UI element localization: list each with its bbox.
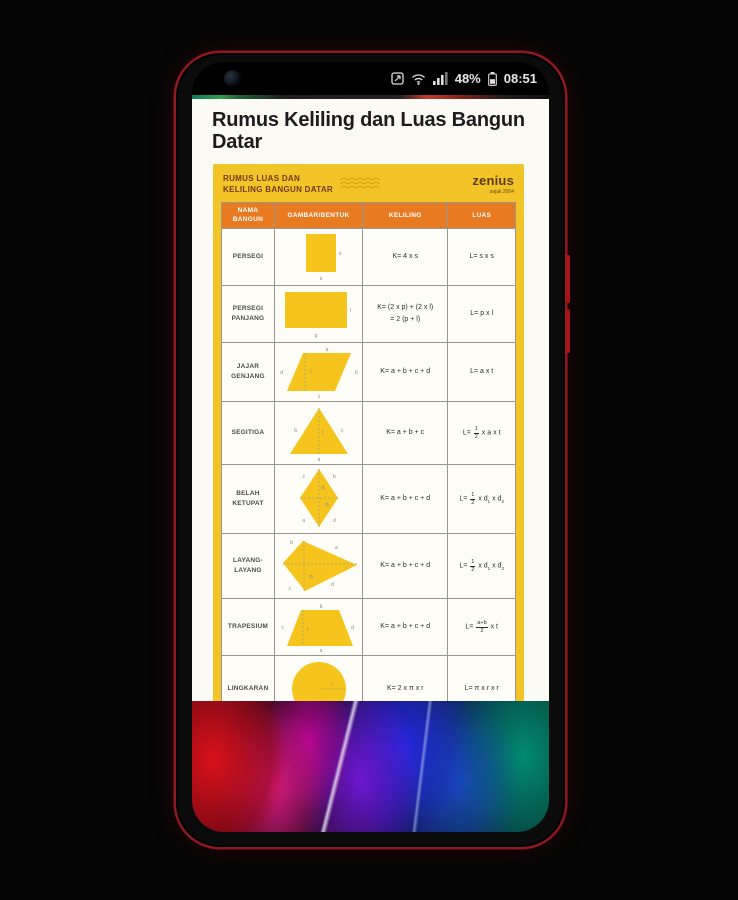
shape-name-cell: TRAPESIUM <box>222 599 275 656</box>
svg-text:s: s <box>338 251 341 258</box>
svg-text:a: a <box>325 347 329 354</box>
card-title <box>223 174 333 196</box>
luas-formula-cell: L= $\frac{1}{2}$ x a x t <box>448 402 516 465</box>
content-area <box>192 99 549 701</box>
fraction: $\frac{a+b}{2}$ <box>477 620 487 634</box>
svg-text:b: b <box>293 428 297 435</box>
svg-text:c: c <box>317 394 321 400</box>
svg-text:d₂: d₂ <box>308 574 314 581</box>
svg-text:b: b <box>332 474 336 481</box>
luas-formula-cell: L= s x s <box>448 229 516 286</box>
square-shape-icon <box>274 229 362 286</box>
front-camera <box>224 70 241 87</box>
keliling-formula-cell: K= a + b + c + d <box>363 465 448 534</box>
table-row <box>222 286 516 343</box>
svg-text:c: c <box>288 586 291 593</box>
svg-text:t: t <box>306 627 309 634</box>
volume-button[interactable] <box>565 255 570 303</box>
rectangle-shape-icon <box>274 286 362 343</box>
power-button[interactable] <box>565 309 570 353</box>
kite-shape-icon <box>274 534 362 599</box>
svg-text:b: b <box>354 370 358 377</box>
luas-formula-cell: L= $\frac{1}{2}$ x $d_1$ x $d_2$ <box>448 465 516 534</box>
svg-text:a: a <box>301 518 305 525</box>
svg-text:r: r <box>330 682 333 689</box>
table-row <box>222 343 516 402</box>
svg-text:d₂: d₂ <box>324 502 330 509</box>
luas-formula-cell: L= π x r x r <box>448 656 516 701</box>
shape-name-cell: PERSEGI <box>222 229 275 286</box>
fraction: $\frac{1}{2}$ <box>474 426 478 440</box>
svg-text:b: b <box>319 604 323 611</box>
table-header-row <box>222 203 516 229</box>
luas-formula-cell: L= p x l <box>448 286 516 343</box>
svg-text:t: t <box>321 430 323 437</box>
svg-text:d: d <box>280 370 283 377</box>
formula-card <box>213 164 524 701</box>
svg-text:p: p <box>314 333 317 340</box>
status-bar <box>192 62 549 95</box>
brand-subtext: sejak 2004 <box>489 188 514 195</box>
keliling-formula-cell: K= a + b + c + d <box>363 534 448 599</box>
column-header-gambar-bentuk: GAMBAR/BENTUK <box>274 203 362 229</box>
keliling-formula-cell: K= (2 x p) + (2 x l) = 2 (p + l) <box>363 286 448 343</box>
phone-frame <box>178 55 563 845</box>
svg-text:c: c <box>302 474 305 481</box>
wave-decoration-icon <box>339 177 383 195</box>
card-header <box>221 172 516 203</box>
svg-text:l: l <box>349 308 351 315</box>
fraction: $\frac{1}{2}$ <box>471 559 475 573</box>
rhombus-shape-icon <box>274 465 362 534</box>
table-row <box>222 402 516 465</box>
shape-name-cell: JAJAR GENJANG <box>222 343 275 402</box>
column-header-luas: LUAS <box>448 203 516 229</box>
svg-text:d₁: d₁ <box>320 485 325 492</box>
keliling-formula-cell: K= a + b + c + d <box>363 599 448 656</box>
shape-name-cell: BELAH KETUPAT <box>222 465 275 534</box>
luas-formula-cell: L= $\frac{1}{2}$ x $d_1$ x $d_2$ <box>448 534 516 599</box>
screenshot-icon <box>391 72 404 85</box>
svg-text:b: b <box>290 540 293 547</box>
battery-percent: 48% <box>454 71 481 86</box>
signal-bars-icon <box>433 72 448 85</box>
abstract-wallpaper <box>192 701 549 832</box>
page-title: Rumus Keliling dan Luas Bangun Datar <box>212 109 525 154</box>
svg-text:d: d <box>330 582 334 589</box>
shape-name-cell: LINGKARAN <box>222 656 275 701</box>
brand-logo: zenius <box>472 172 514 188</box>
triangle-shape-icon <box>274 402 362 465</box>
luas-formula-cell: L= a x t <box>448 343 516 402</box>
table-row <box>222 599 516 656</box>
battery-icon <box>488 72 497 86</box>
shape-name-cell: LAYANG-LAYANG <box>222 534 275 599</box>
svg-text:c: c <box>340 428 343 435</box>
svg-text:a: a <box>319 648 323 654</box>
table-row <box>222 229 516 286</box>
clock-time: 08:51 <box>503 71 537 86</box>
fraction: $\frac{1}{2}$ <box>471 492 475 506</box>
brand-block <box>472 174 514 195</box>
svg-text:t: t <box>309 369 312 376</box>
parallelogram-shape-icon <box>274 343 362 402</box>
card-title-line1: RUMUS LUAS DAN <box>223 173 301 183</box>
svg-text:s: s <box>319 276 322 283</box>
keliling-formula-cell: K= 4 x s <box>363 229 448 286</box>
table-row <box>222 465 516 534</box>
table-row <box>222 656 516 701</box>
svg-text:c: c <box>281 625 284 632</box>
phone-screen <box>192 62 549 832</box>
svg-text:a: a <box>317 457 320 463</box>
table-row <box>222 534 516 599</box>
svg-text:d: d <box>332 518 336 525</box>
formula-table <box>221 202 516 701</box>
keliling-formula-cell: K= 2 x π x r <box>363 656 448 701</box>
circle-shape-icon <box>274 656 362 701</box>
shape-name-cell: PERSEGI PANJANG <box>222 286 275 343</box>
column-header-nama-bangun: NAMA BANGUN <box>222 203 275 229</box>
luas-formula-cell: L= $\frac{a+b}{2}$ x t <box>448 599 516 656</box>
wifi-icon <box>411 73 426 85</box>
trapezoid-shape-icon <box>274 599 362 656</box>
column-header-keliling: KELILING <box>363 203 448 229</box>
shape-name-cell: SEGITIGA <box>222 402 275 465</box>
keliling-formula-cell: K= a + b + c <box>363 402 448 465</box>
svg-text:d: d <box>350 625 354 632</box>
keliling-formula-cell: K= a + b + c + d <box>363 343 448 402</box>
card-title-line2: KELILING BANGUN DATAR <box>223 184 333 194</box>
svg-text:a: a <box>334 545 338 552</box>
